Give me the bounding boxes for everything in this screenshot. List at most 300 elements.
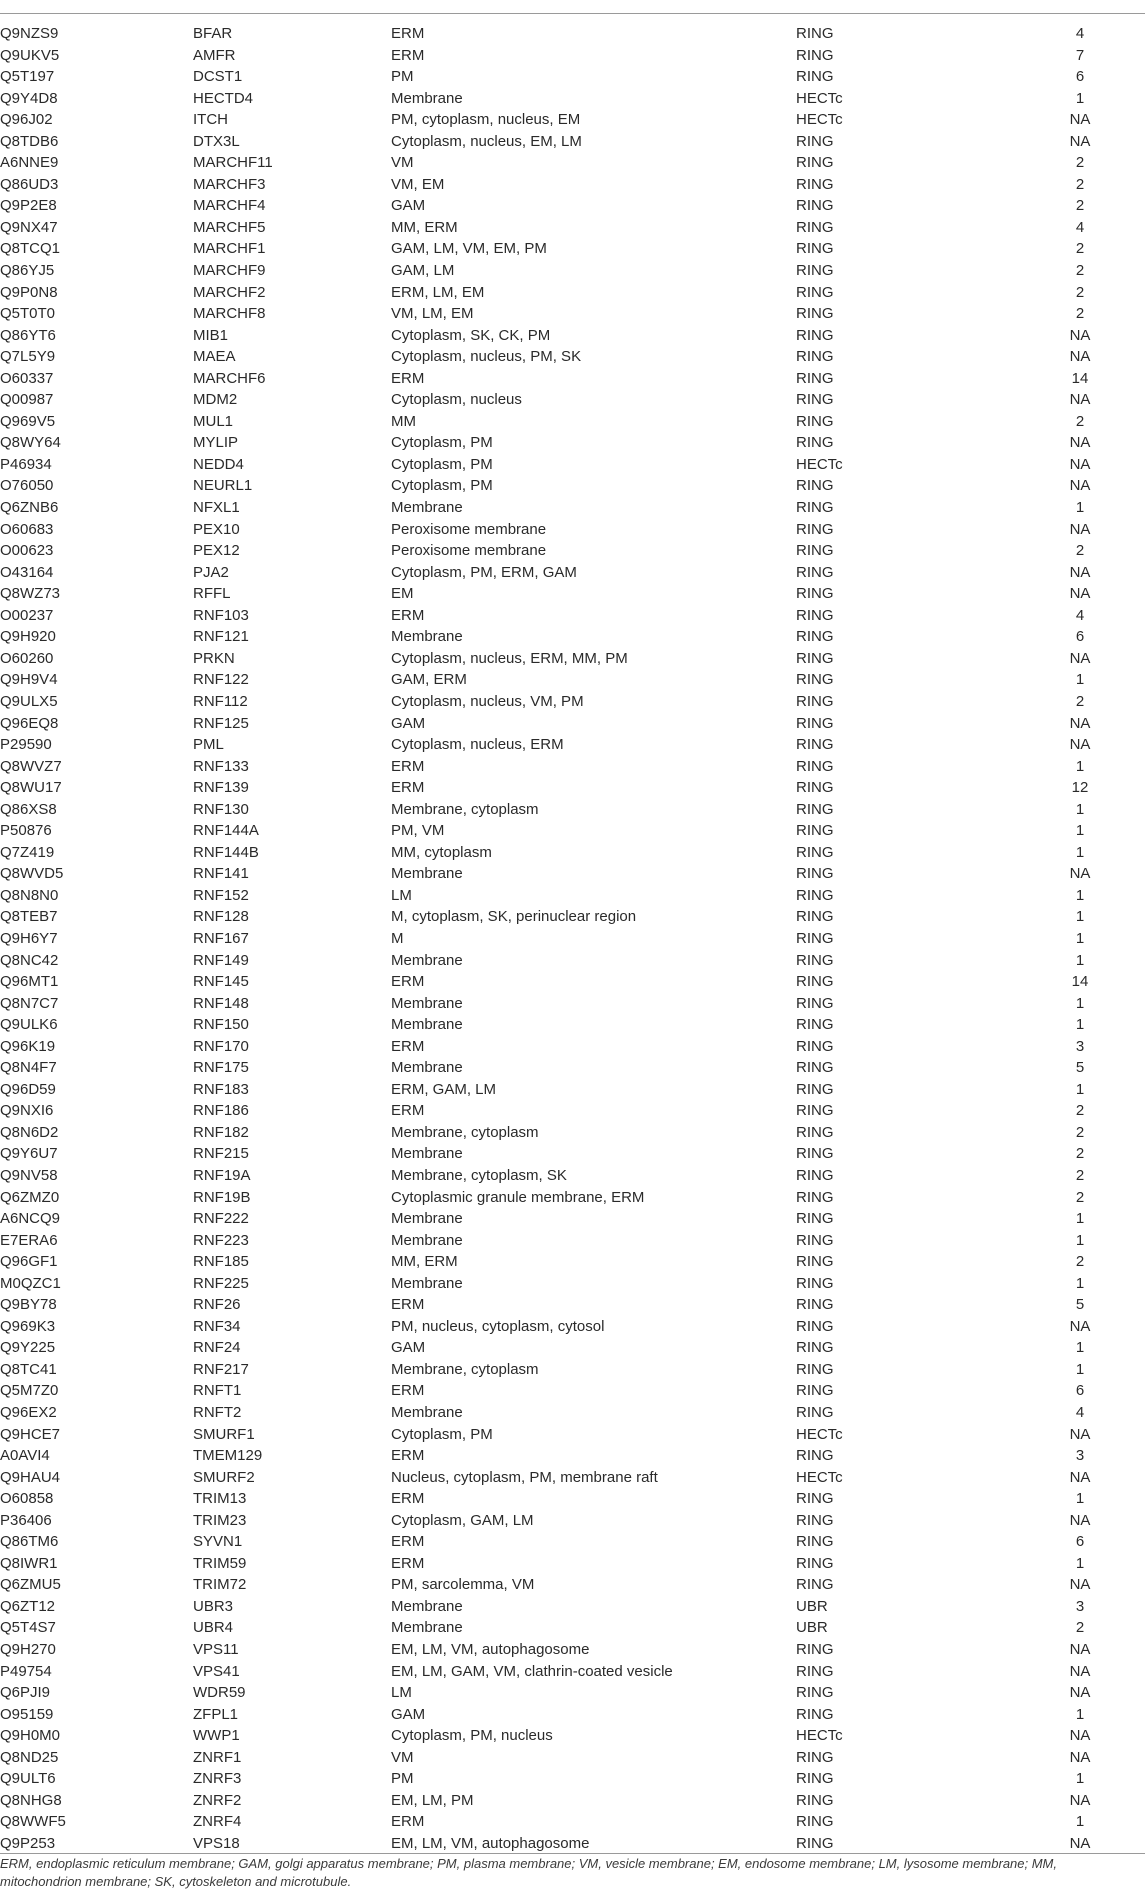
gene-cell: RNF26 [193, 1296, 241, 1314]
localization-cell: ERM [391, 1037, 425, 1055]
accession-cell: Q9ULT6 [0, 1770, 56, 1788]
tm-count-cell: NA [1069, 1576, 1091, 1594]
gene-cell: RNF141 [193, 865, 249, 883]
gene-cell: RNF182 [193, 1123, 249, 1141]
localization-cell: ERM [391, 46, 425, 64]
localization-cell: Cytoplasm, nucleus, ERM, MM, PM [391, 649, 628, 667]
table-row [0, 1553, 1145, 1575]
tm-count-cell: 2 [1075, 240, 1085, 258]
domain-type-cell: RING [796, 1705, 834, 1723]
domain-type-cell: RING [796, 412, 834, 430]
gene-cell: RNF225 [193, 1274, 249, 1292]
accession-cell: A6NNE9 [0, 154, 59, 172]
tm-count-cell: 4 [1075, 1404, 1085, 1421]
accession-cell: Q7L5Y9 [0, 348, 56, 366]
localization-cell: GAM [391, 1339, 426, 1357]
accession-cell: Q9H6Y7 [0, 929, 58, 947]
tm-count-cell: 1 [1075, 1080, 1085, 1098]
localization-cell: ERM [391, 1554, 425, 1572]
table-row [0, 325, 1145, 347]
table-row [0, 1424, 1145, 1446]
tm-count-cell: 2 [1075, 692, 1085, 710]
tm-count-cell: 14 [1071, 973, 1089, 991]
table-row [0, 906, 1145, 928]
gene-cell: ZNRF2 [193, 1791, 242, 1809]
accession-cell: Q00987 [0, 391, 54, 409]
domain-type-cell: RING [796, 865, 834, 883]
gene-cell: RNF122 [193, 671, 249, 689]
tm-count-cell: NA [1069, 391, 1091, 409]
domain-type-cell: RING [796, 46, 834, 64]
accession-cell: Q8N8N0 [0, 886, 59, 904]
localization-cell: GAM, ERM [391, 671, 467, 689]
accession-cell: Q9H270 [0, 1641, 56, 1659]
gene-cell: DCST1 [193, 68, 243, 86]
domain-type-cell: RING [796, 1641, 834, 1659]
accession-cell: Q8WY64 [0, 434, 61, 452]
domain-type-cell: RING [796, 1145, 834, 1163]
tm-count-cell: 6 [1075, 1533, 1085, 1551]
accession-cell: Q96GF1 [0, 1253, 58, 1271]
table-row [0, 1639, 1145, 1661]
accession-cell: A0AVI4 [0, 1447, 50, 1465]
gene-cell: RNF128 [193, 908, 249, 926]
accession-cell: Q8N4F7 [0, 1059, 57, 1077]
localization-cell: PM, VM [391, 822, 445, 840]
localization-cell: VM [391, 154, 414, 172]
table-row [0, 1510, 1145, 1532]
gene-cell: RNF170 [193, 1037, 249, 1055]
accession-cell: Q9HAU4 [0, 1468, 61, 1486]
localization-cell: Cytoplasmic granule membrane, ERM [391, 1188, 645, 1206]
tm-count-cell: 1 [1075, 886, 1085, 904]
domain-type-cell: RING [796, 714, 834, 732]
gene-cell: MUL1 [193, 412, 234, 430]
accession-cell: O00237 [0, 606, 54, 624]
table-header-rule [0, 13, 1145, 14]
gene-cell: VPS11 [193, 1641, 239, 1659]
table-row [0, 1833, 1145, 1855]
gene-cell: VPS41 [193, 1662, 240, 1680]
tm-count-cell: NA [1069, 649, 1091, 667]
table-row [0, 734, 1145, 756]
domain-type-cell: UBR [796, 1597, 828, 1615]
gene-cell: RNF149 [193, 951, 249, 969]
accession-cell: Q86XS8 [0, 800, 57, 818]
domain-type-cell: RING [796, 951, 834, 969]
gene-cell: MARCHF5 [193, 218, 266, 236]
localization-cell: Membrane [391, 1597, 463, 1615]
domain-type-cell: RING [796, 649, 834, 667]
table-row [0, 217, 1145, 239]
localization-cell: VM, EM [391, 175, 445, 193]
table-row [0, 928, 1145, 950]
localization-cell: EM, LM, GAM, VM, clathrin-coated vesicle [391, 1662, 673, 1680]
gene-cell: PML [193, 736, 224, 754]
table-row [0, 131, 1145, 153]
localization-cell: ERM [391, 1102, 425, 1120]
table-row [0, 1230, 1145, 1252]
table-row [0, 605, 1145, 627]
accession-cell: Q8TC41 [0, 1360, 57, 1378]
gene-cell: MARCHF4 [193, 197, 266, 215]
accession-cell: P46934 [0, 455, 52, 473]
accession-cell: Q8WZ73 [0, 585, 61, 603]
gene-cell: TMEM129 [193, 1447, 263, 1465]
table-row [0, 260, 1145, 282]
localization-cell: Membrane [391, 1231, 463, 1249]
table-row [0, 1747, 1145, 1769]
gene-cell: SMURF1 [193, 1425, 255, 1443]
tm-count-cell: 2 [1075, 1619, 1085, 1637]
gene-cell: HECTD4 [193, 89, 254, 107]
domain-type-cell: HECTc [796, 1727, 843, 1745]
localization-cell: Peroxisome membrane [391, 520, 547, 538]
tm-count-cell: 6 [1075, 68, 1085, 86]
table-row [0, 1273, 1145, 1295]
tm-count-cell: 1 [1075, 1339, 1085, 1357]
tm-count-cell: 5 [1075, 1059, 1085, 1077]
tm-count-cell: 6 [1075, 628, 1085, 646]
localization-cell: ERM [391, 1382, 425, 1400]
domain-type-cell: RING [796, 994, 834, 1012]
gene-cell: VPS18 [193, 1834, 240, 1852]
table-row [0, 756, 1145, 778]
table-row [0, 1294, 1145, 1316]
domain-type-cell: RING [796, 1231, 834, 1249]
table-row [0, 1316, 1145, 1338]
gene-cell: DTX3L [193, 132, 240, 150]
localization-cell: MM, ERM [391, 218, 458, 236]
tm-count-cell: NA [1069, 477, 1091, 495]
gene-cell: ZNRF1 [193, 1748, 242, 1766]
localization-cell: PM [391, 68, 414, 86]
tm-count-cell: 2 [1075, 1102, 1085, 1120]
tm-count-cell: 2 [1075, 175, 1085, 193]
domain-type-cell: RING [796, 1037, 834, 1055]
table-row [0, 282, 1145, 304]
table-row [0, 152, 1145, 174]
localization-cell: PM, sarcolemma, VM [391, 1576, 535, 1594]
domain-type-cell: RING [796, 1791, 834, 1809]
gene-cell: RNF19B [193, 1188, 251, 1206]
accession-cell: Q5M7Z0 [0, 1382, 59, 1400]
localization-cell: Nucleus, cytoplasm, PM, membrane raft [391, 1468, 658, 1486]
localization-cell: GAM [391, 714, 426, 732]
gene-cell: PRKN [193, 649, 235, 667]
localization-cell: PM, cytoplasm, nucleus, EM [391, 111, 581, 129]
localization-cell: Membrane [391, 951, 463, 969]
table-row [0, 88, 1145, 110]
gene-cell: MARCHF3 [193, 175, 266, 193]
gene-cell: NFXL1 [193, 499, 240, 517]
accession-cell: Q969V5 [0, 412, 56, 430]
localization-cell: Membrane [391, 994, 463, 1012]
accession-cell: Q6ZMU5 [0, 1576, 61, 1594]
domain-type-cell: RING [796, 477, 834, 495]
domain-type-cell: HECTc [796, 111, 843, 129]
gene-cell: RNF222 [193, 1210, 249, 1228]
domain-type-cell: RING [796, 800, 834, 818]
gene-cell: RFFL [193, 585, 231, 603]
gene-cell: ZNRF3 [193, 1770, 242, 1788]
localization-cell: ERM [391, 1533, 425, 1551]
localization-cell: EM [391, 585, 414, 603]
tm-count-cell: 1 [1075, 843, 1085, 861]
localization-cell: Membrane, cytoplasm [391, 800, 539, 818]
gene-cell: SMURF2 [193, 1468, 255, 1486]
localization-cell: VM, LM, EM [391, 305, 474, 323]
domain-type-cell: RING [796, 843, 834, 861]
accession-cell: Q8WWF5 [0, 1813, 66, 1831]
localization-cell: Cytoplasm, nucleus [391, 391, 522, 409]
gene-cell: PJA2 [193, 563, 229, 581]
tm-count-cell: NA [1069, 132, 1091, 150]
domain-type-cell: RING [796, 585, 834, 603]
gene-cell: RNF150 [193, 1016, 249, 1034]
accession-cell: Q9ULX5 [0, 692, 58, 710]
tm-count-cell: 3 [1075, 1597, 1085, 1615]
accession-cell: Q9Y225 [0, 1339, 56, 1357]
accession-cell: O95159 [0, 1705, 54, 1723]
domain-type-cell: RING [796, 175, 834, 193]
table-row [0, 863, 1145, 885]
domain-type-cell: HECTc [796, 1425, 843, 1443]
tm-count-cell: NA [1069, 585, 1091, 603]
table-row [0, 45, 1145, 67]
domain-type-cell: RING [796, 692, 834, 710]
table-row [0, 1036, 1145, 1058]
domain-type-cell: RING [796, 326, 834, 344]
domain-type-cell: RING [796, 542, 834, 560]
gene-cell: BFAR [193, 25, 233, 42]
accession-cell: Q96MT1 [0, 973, 59, 991]
domain-type-cell: RING [796, 1511, 834, 1529]
domain-type-cell: RING [796, 929, 834, 947]
accession-cell: O76050 [0, 477, 54, 495]
gene-cell: NEDD4 [193, 455, 244, 473]
table-row [0, 109, 1145, 131]
accession-cell: P36406 [0, 1511, 52, 1529]
accession-cell: Q86UD3 [0, 175, 59, 193]
gene-cell: MYLIP [193, 434, 239, 452]
accession-cell: Q7Z419 [0, 843, 55, 861]
tm-count-cell: NA [1069, 520, 1091, 538]
gene-cell: TRIM59 [193, 1554, 247, 1572]
tm-count-cell: 3 [1075, 1037, 1085, 1055]
accession-cell: Q9P253 [0, 1834, 56, 1852]
gene-cell: RNF133 [193, 757, 249, 775]
gene-cell: TRIM72 [193, 1576, 247, 1594]
domain-type-cell: RING [796, 1554, 834, 1572]
domain-type-cell: RING [796, 218, 834, 236]
table-row [0, 1596, 1145, 1618]
table-row [0, 540, 1145, 562]
tm-count-cell: 1 [1075, 800, 1085, 818]
table-row [0, 411, 1145, 433]
tm-count-cell: NA [1069, 326, 1091, 344]
domain-type-cell: UBR [796, 1619, 828, 1637]
localization-cell: M [391, 929, 404, 947]
table-row [0, 497, 1145, 519]
tm-count-cell: 1 [1075, 994, 1085, 1012]
accession-cell: Q8WVZ7 [0, 757, 62, 775]
accession-cell: Q96D59 [0, 1080, 56, 1098]
table-row [0, 1187, 1145, 1209]
accession-cell: Q8IWR1 [0, 1554, 58, 1572]
accession-cell: Q8WU17 [0, 779, 62, 797]
table-row [0, 648, 1145, 670]
table-row [0, 1467, 1145, 1489]
localization-cell: Membrane [391, 499, 463, 517]
accession-cell: P50876 [0, 822, 52, 840]
table-row [0, 691, 1145, 713]
accession-cell: O60337 [0, 369, 54, 387]
table-row [0, 1682, 1145, 1704]
domain-type-cell: RING [796, 283, 834, 301]
gene-cell: RNF217 [193, 1360, 249, 1378]
domain-type-cell: HECTc [796, 89, 843, 107]
tm-count-cell: 7 [1075, 46, 1085, 64]
accession-cell: P49754 [0, 1662, 52, 1680]
table-row [0, 1251, 1145, 1273]
domain-type-cell: RING [796, 1533, 834, 1551]
table-row [0, 1014, 1145, 1036]
tm-count-cell: 3 [1075, 1447, 1085, 1465]
domain-type-cell: RING [796, 1317, 834, 1335]
localization-cell: Membrane [391, 89, 463, 107]
table-row [0, 1337, 1145, 1359]
domain-type-cell: RING [796, 1834, 834, 1852]
tm-count-cell: 12 [1071, 779, 1089, 797]
tm-count-cell: NA [1069, 1425, 1091, 1443]
localization-cell: Cytoplasm, PM [391, 434, 493, 452]
tm-count-cell: NA [1069, 1834, 1091, 1852]
localization-cell: ERM [391, 1813, 425, 1831]
tm-count-cell: 2 [1075, 154, 1085, 172]
accession-cell: O00623 [0, 542, 54, 560]
gene-cell: MARCHF1 [193, 240, 266, 258]
gene-cell: TRIM23 [193, 1511, 247, 1529]
tm-count-cell: NA [1069, 1791, 1091, 1809]
tm-count-cell: 2 [1075, 262, 1085, 280]
localization-cell: GAM [391, 1705, 426, 1723]
gene-cell: RNF19A [193, 1166, 251, 1184]
localization-cell: MM [391, 412, 416, 430]
domain-type-cell: RING [796, 1166, 834, 1184]
accession-cell: Q9NZS9 [0, 25, 59, 42]
accession-cell: Q9H920 [0, 628, 56, 646]
domain-type-cell: RING [796, 973, 834, 991]
accession-cell: Q8NC42 [0, 951, 59, 969]
accession-cell: Q96EQ8 [0, 714, 59, 732]
gene-cell: ZFPL1 [193, 1705, 239, 1723]
accession-cell: Q9BY78 [0, 1296, 57, 1314]
gene-cell: RNF125 [193, 714, 249, 732]
gene-cell: RNFT1 [193, 1382, 242, 1400]
accession-cell: Q969K3 [0, 1317, 56, 1335]
localization-cell: ERM [391, 369, 425, 387]
domain-type-cell: RING [796, 736, 834, 754]
table-row [0, 432, 1145, 454]
gene-cell: RNF186 [193, 1102, 249, 1120]
accession-cell: Q8TDB6 [0, 132, 59, 150]
tm-count-cell: NA [1069, 714, 1091, 732]
gene-cell: RNF24 [193, 1339, 241, 1357]
localization-cell: Membrane [391, 1145, 463, 1163]
localization-cell: PM [391, 1770, 414, 1788]
table-row [0, 1574, 1145, 1596]
table-row [0, 1402, 1145, 1424]
domain-type-cell: RING [796, 132, 834, 150]
accession-cell: Q6ZNB6 [0, 499, 59, 517]
accession-cell: Q8WVD5 [0, 865, 64, 883]
gene-cell: TRIM13 [193, 1490, 247, 1508]
gene-cell: PEX12 [193, 542, 240, 560]
localization-cell: Cytoplasm, PM [391, 455, 493, 473]
gene-cell: RNF144A [193, 822, 259, 840]
table-row [0, 950, 1145, 972]
tm-count-cell: 2 [1075, 305, 1085, 323]
tm-count-cell: 14 [1071, 369, 1089, 387]
table-row [0, 1122, 1145, 1144]
tm-count-cell: 2 [1075, 197, 1085, 215]
table-row [0, 993, 1145, 1015]
domain-type-cell: RING [796, 1382, 834, 1400]
gene-cell: MARCHF8 [193, 305, 266, 323]
tm-count-cell: 1 [1075, 499, 1085, 517]
table-row [0, 389, 1145, 411]
table-body [0, 23, 1145, 1854]
accession-cell: Q9H0M0 [0, 1727, 61, 1745]
tm-count-cell: NA [1069, 348, 1091, 366]
tm-count-cell: 4 [1075, 218, 1085, 236]
domain-type-cell: RING [796, 822, 834, 840]
localization-cell: LM [391, 1684, 412, 1702]
tm-count-cell: 2 [1075, 1166, 1085, 1184]
localization-cell: GAM, LM [391, 262, 455, 280]
localization-cell: ERM [391, 25, 425, 42]
localization-cell: LM [391, 886, 412, 904]
accession-cell: Q9UKV5 [0, 46, 60, 64]
accession-cell: Q8TCQ1 [0, 240, 61, 258]
table-row [0, 1811, 1145, 1833]
tm-count-cell: 1 [1075, 908, 1085, 926]
table-row [0, 519, 1145, 541]
tm-count-cell: NA [1069, 1727, 1091, 1745]
table-row [0, 1100, 1145, 1122]
gene-cell: RNF183 [193, 1080, 249, 1098]
domain-type-cell: RING [796, 197, 834, 215]
localization-cell: Cytoplasm, nucleus, VM, PM [391, 692, 584, 710]
gene-cell: UBR4 [193, 1619, 234, 1637]
accession-cell: Q8N6D2 [0, 1123, 59, 1141]
tm-count-cell: 1 [1075, 1554, 1085, 1572]
accession-cell: Q86YT6 [0, 326, 56, 344]
localization-cell: VM [391, 1748, 414, 1766]
localization-cell: Membrane [391, 1619, 463, 1637]
accession-cell: M0QZC1 [0, 1274, 61, 1292]
localization-cell: ERM, LM, EM [391, 283, 485, 301]
tm-count-cell: 1 [1075, 1231, 1085, 1249]
accession-cell: Q9NXI6 [0, 1102, 54, 1120]
accession-cell: Q9P0N8 [0, 283, 58, 301]
domain-type-cell: RING [796, 369, 834, 387]
localization-cell: Cytoplasm, PM, nucleus [391, 1727, 553, 1745]
domain-type-cell: RING [796, 1080, 834, 1098]
localization-cell: ERM [391, 606, 425, 624]
data-table [0, 23, 1145, 1854]
